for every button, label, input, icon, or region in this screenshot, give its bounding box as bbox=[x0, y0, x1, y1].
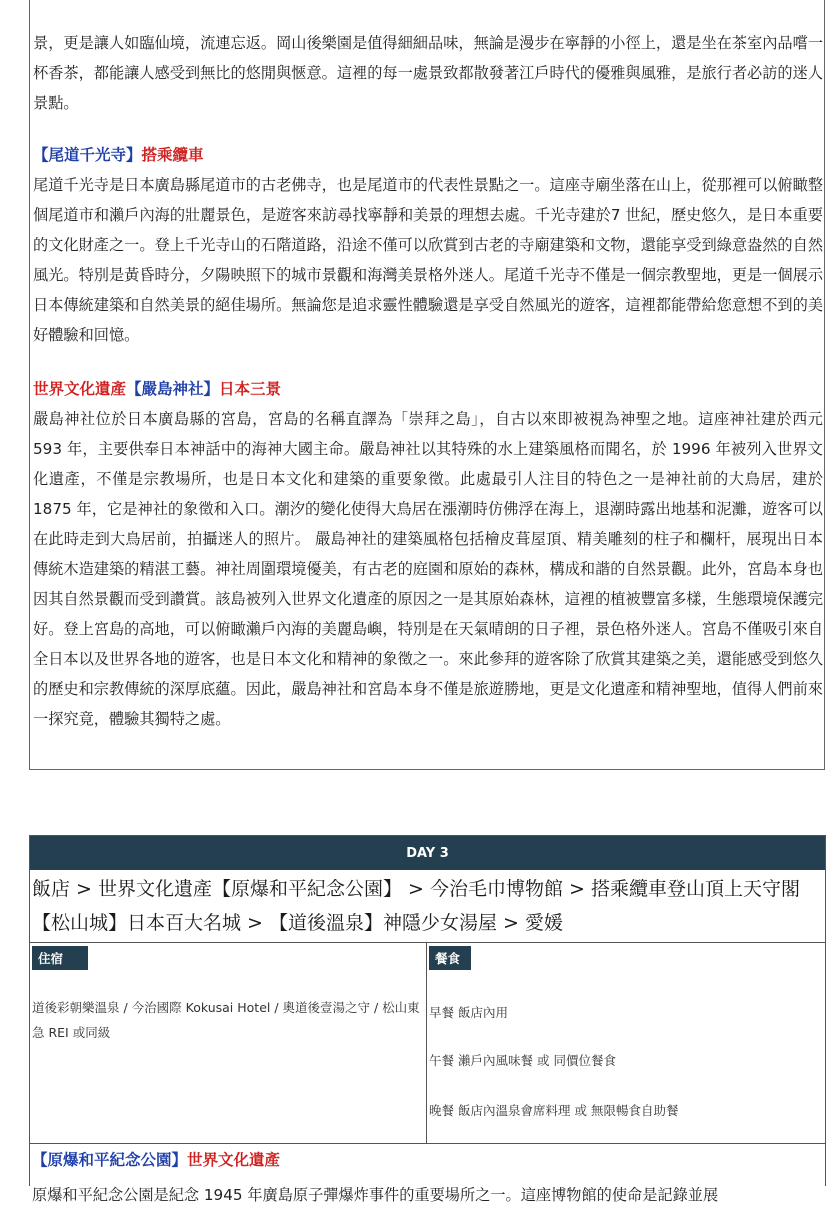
breakfast-label: 早餐 bbox=[429, 1005, 455, 1020]
lunch-row bbox=[429, 1051, 616, 1069]
day3-info-table bbox=[30, 942, 825, 1144]
meals-tag: 餐食 bbox=[429, 946, 471, 970]
lodging-text: 道後彩朝樂溫泉 / 今治國際 Kokusai Hotel / 奧道後壹湯之守 / 松山東急 REI 或同級 bbox=[32, 1000, 420, 1040]
senkoji-paragraph: 尾道千光寺是日本廣島縣尾道市的古老佛寺，也是尾道市的代表性景點之一。這座寺廟坐落在山上，從那裡可以俯瞰整個尾道市和瀨戶內海的壯麗景色，是遊客來訪尋找寧靜和美景的理想去處。千光寺建於7 世紀，歷史悠久，是日本重要的文化財產之一。登上千光寺山的石階道路，沿途不僅可以欣賞到古老的寺廟建築和文物，還能享受到綠意盎然的自然風光。特別是黃昏時分，夕陽映照下的城市景觀和海灣美景格外迷人。尾道千光寺不僅是一個宗教聖地，更是一個展示日本傳統建築和自然美景的絕佳場所。無論您是追求靈性體驗還是享受自然風光的遊客，這裡都能帶給您意想不到的美好體驗和回憶。 bbox=[33, 176, 823, 344]
dinner-row bbox=[429, 1101, 678, 1119]
peace-park-heading bbox=[32, 1147, 280, 1173]
peace-park-title: 【原爆和平紀念公園】 bbox=[32, 1151, 188, 1169]
lunch-label: 午餐 bbox=[429, 1053, 455, 1068]
peace-park-paragraph: 原爆和平紀念公園是紀念 1945 年廣島原子彈爆炸事件的重要場所之一。這座博物館的使命是記錄並展 bbox=[32, 1186, 719, 1204]
peace-park-tag: 世界文化遺產 bbox=[187, 1151, 281, 1169]
senkoji-heading bbox=[33, 142, 204, 168]
day3-section bbox=[29, 835, 826, 1204]
breakfast-row bbox=[429, 1003, 508, 1021]
itsukushima-heading bbox=[33, 376, 281, 402]
itsukushima-paragraph: 嚴島神社位於日本廣島縣的宮島，宮島的名稱直譯為「崇拜之島」，自古以來即被視為神聖之地。這座神社建於西元 593 年，主要供奉日本神話中的海神大國主命。嚴島神社以其特殊的水上建築風格而聞名，於 1996 年被列入世界文化遺產，不僅是宗教場所，也是日本文化和建築的重要象徵。此處最引人注目的特色之一是神社前的大鳥居，建於 1875 年，它是神社的象徵和入口。潮汐的變化使得大鳥居在漲潮時仿佛浮在海上，退潮時露出地基和泥灘，遊客可以在此時走到大鳥居前，拍攝迷人的照片。 嚴島神社的建築風格包括檜皮葺屋頂、精美雕刻的柱子和欄杆，展現出日本傳統木造建築的精湛工藝。神社周圍環境優美，有古老的庭園和原始的森林，構成和諧的自然景觀。此外，宮島本身也因其自然景觀而受到讚賞。該島被列入世界文化遺產的原因之一是其原始森林，這裡的植被豐富多樣，生態環境保護完好。登上宮島的高地，可以俯瞰瀨戶內海的美麗島嶼，特別是在天氣晴朗的日子裡，景色格外迷人。宮島不僅吸引來自全日本以及世界各地的遊客，也是日本文化和精神的象徵之一。來此參拜的遊客除了欣賞其建築之美，還能感受到悠久的歷史和宗教傳統的深厚底蘊。因此，嚴島神社和宮島本身不僅是旅遊勝地，更是文化遺產和精神聖地，值得人們前來一探究竟，體驗其獨特之處。 bbox=[33, 410, 823, 728]
okayama-paragraph: 景，更是讓人如臨仙境，流連忘返。岡山後樂園是值得細細品味，無論是漫步在寧靜的小徑上，還是坐在茶室內品嚐一杯香茶，都能讓人感受到無比的悠閒與愜意。這裡的每一處景致都散發著江戶時代的優雅與風雅，是旅行者必訪的迷人景點。 bbox=[33, 34, 823, 112]
senkoji-tag: 搭乘纜車 bbox=[141, 146, 204, 164]
itsukushima-scenic-tag: 日本三景 bbox=[219, 380, 282, 398]
itsukushima-title: 【嚴島神社】 bbox=[126, 380, 220, 398]
senkoji-title: 【尾道千光寺】 bbox=[33, 146, 142, 164]
itinerary-description-box bbox=[29, 0, 825, 770]
day3-header: DAY 3 bbox=[30, 836, 825, 870]
meals-column bbox=[427, 943, 825, 1143]
itsukushima-heritage-tag: 世界文化遺產 bbox=[33, 380, 127, 398]
day3-route: 飯店 > 世界文化遺產【原爆和平紀念公園】 > 今治毛巾博物館 > 搭乘纜車登山頂上天守閣【松山城】日本百大名城 > 【道後溫泉】神隱少女湯屋 > 愛媛 bbox=[32, 878, 800, 934]
dinner-label: 晚餐 bbox=[429, 1103, 455, 1118]
lodging-column bbox=[30, 943, 427, 1143]
lodging-tag: 住宿 bbox=[32, 946, 88, 970]
dinner-value: 飯店內溫泉會席料理 或 無限暢食自助餐 bbox=[458, 1103, 679, 1118]
breakfast-value: 飯店內用 bbox=[458, 1005, 509, 1020]
lunch-value: 瀨戶內風味餐 或 同價位餐食 bbox=[458, 1053, 616, 1068]
